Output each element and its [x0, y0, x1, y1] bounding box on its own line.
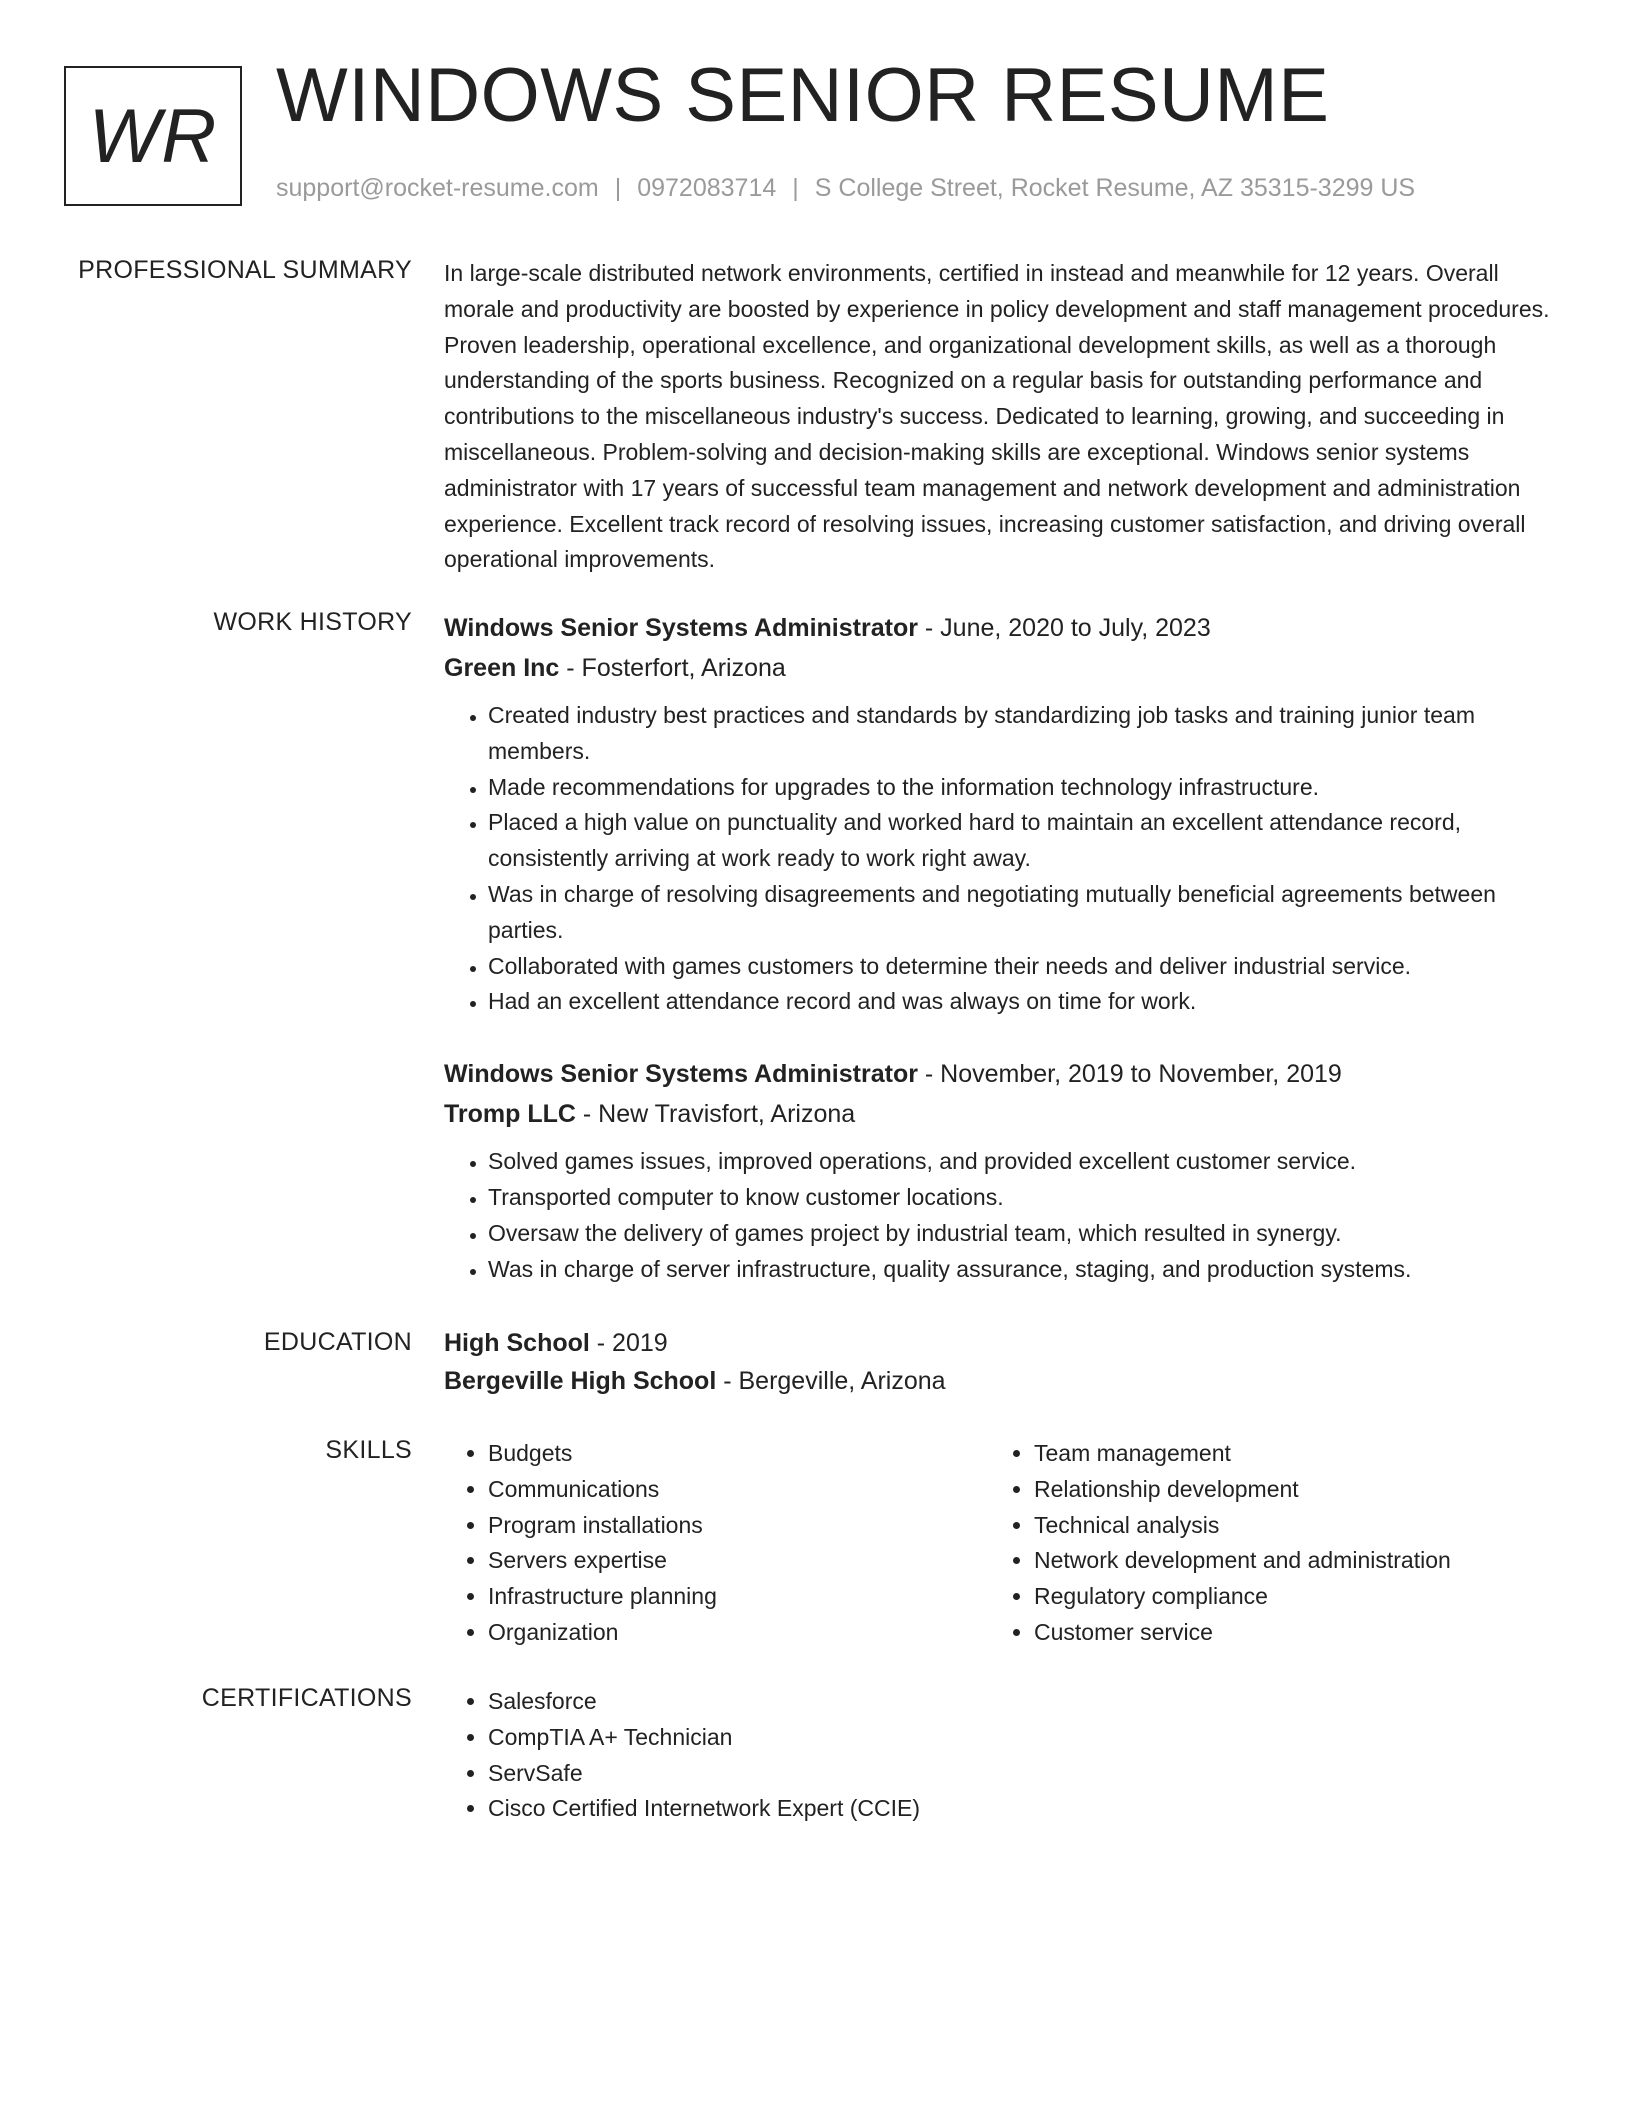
monogram-initials: WR	[88, 93, 218, 179]
contact-email[interactable]: support@rocket-resume.com	[276, 174, 599, 202]
summary-content	[444, 256, 1554, 578]
job-dates: - November, 2019 to November, 2019	[917, 1060, 1342, 1089]
job-title: Windows Senior Systems Administrator	[444, 614, 918, 642]
skill-item: • Communications	[488, 1472, 990, 1508]
contact-separator: |	[792, 174, 799, 202]
job-location: - Fosterfort, Arizona	[559, 654, 786, 682]
job-company: Green Inc	[444, 654, 560, 682]
contact-phone[interactable]: 0972083714	[637, 174, 777, 202]
contact-address: S College Street, Rocket Resume, AZ 35315-3299 US	[814, 174, 1416, 202]
job-bullet: • Had an excellent attendance record and was always on time for work.	[488, 984, 1554, 1020]
education-year: - 2019	[589, 1329, 668, 1357]
contact-separator: |	[614, 174, 622, 202]
skill-item: • Technical analysis	[1034, 1508, 1536, 1544]
education-location: - Bergeville, Arizona	[716, 1367, 946, 1395]
job-dates: - June, 2020 to July, 2023	[917, 614, 1211, 642]
job-bullet: • Solved games issues, improved operations, and provided excellent customer service.	[488, 1144, 1554, 1180]
job-bullet: • Placed a high value on punctuality and worked hard to maintain an excellent attendance record, consistently arriving at work ready to work right away.	[488, 805, 1554, 877]
education-degree-line	[444, 1324, 1554, 1362]
skill-item: • Program installations	[488, 1508, 990, 1544]
section-label-education: EDUCATION	[263, 1328, 412, 1356]
job-title-line	[444, 1054, 1554, 1094]
skill-item: • Budgets	[488, 1436, 990, 1472]
skills-column-right	[990, 1436, 1536, 1651]
job-bullets	[444, 1144, 1554, 1287]
resume-name: WINDOWS SENIOR RESUME	[276, 53, 1330, 138]
skill-item: • Relationship development	[1034, 1472, 1536, 1508]
education-school-line	[444, 1362, 1554, 1400]
contact-line	[276, 174, 1415, 203]
job-title-line	[444, 608, 1554, 648]
work-content	[444, 608, 1554, 1321]
job-bullet: • Transported computer to know customer locations.	[488, 1180, 1554, 1216]
skills-grid	[444, 1436, 1554, 1651]
section-label-certifications: CERTIFICATIONS	[201, 1684, 412, 1712]
skill-item: • Servers expertise	[488, 1543, 990, 1579]
job-bullet: • Was in charge of resolving disagreements and negotiating mutually beneficial agreements between parties.	[488, 877, 1554, 949]
certification-item: • ServSafe	[488, 1756, 1554, 1792]
section-label-work: WORK HISTORY	[213, 608, 412, 636]
certifications-content	[444, 1684, 1554, 1827]
job-bullets	[444, 698, 1554, 1020]
certification-item: • Salesforce	[488, 1684, 1554, 1720]
job-entry	[444, 608, 1554, 1020]
skills-column-left	[444, 1436, 990, 1651]
job-bullet: • Made recommendations for upgrades to the information technology infrastructure.	[488, 770, 1554, 806]
skill-item: • Network development and administration	[1034, 1543, 1536, 1579]
education-school: Bergeville High School	[444, 1367, 717, 1395]
skill-item: • Infrastructure planning	[488, 1579, 990, 1615]
job-entry	[444, 1054, 1554, 1287]
skills-content	[444, 1436, 1554, 1651]
job-bullet: • Was in charge of server infrastructure, quality assurance, staging, and production systems.	[488, 1252, 1554, 1288]
education-content	[444, 1324, 1554, 1400]
section-label-skills: SKILLS	[325, 1436, 412, 1464]
job-bullet: • Created industry best practices and standards by standardizing job tasks and training junior team members.	[488, 698, 1554, 770]
job-title: Windows Senior Systems Administrator	[444, 1060, 918, 1089]
skill-item: • Customer service	[1034, 1615, 1536, 1651]
certification-item: • Cisco Certified Internetwork Expert (CCIE)	[488, 1791, 1554, 1827]
summary-text: In large-scale distributed network environments, certified in instead and meanwhile for 12 years. Overall morale and productivity are boosted by experience in policy development and staff management procedures. Proven leadership, operational excellence, and organizational development skills, as well as a thorough understanding of the sports business. Recognized on a regular basis for outstanding performance and contributions to the miscellaneous industry's success. Dedicated to learning, growing, and succeeding in miscellaneous. Problem-solving and decision-making skills are exceptional. Windows senior systems administrator with 17 years of successful team management and network development and administration experience. Excellent track record of resolving issues, increasing customer satisfaction, and driving overall operational improvements.	[444, 260, 1550, 573]
job-bullet: • Oversaw the delivery of games project by industrial team, which resulted in synergy.	[488, 1216, 1554, 1252]
job-company-line	[444, 648, 1554, 688]
skills-list	[990, 1436, 1536, 1651]
skill-item: • Regulatory compliance	[1034, 1579, 1536, 1615]
skill-item: • Organization	[488, 1615, 990, 1651]
certification-item: • CompTIA A+ Technician	[488, 1720, 1554, 1756]
job-location: - New Travisfort, Arizona	[575, 1100, 856, 1129]
monogram-box	[64, 66, 242, 206]
job-bullet: • Collaborated with games customers to determine their needs and deliver industrial service.	[488, 949, 1554, 985]
job-company: Tromp LLC	[444, 1100, 576, 1129]
skills-list	[444, 1436, 990, 1651]
job-company-line	[444, 1094, 1554, 1134]
education-degree: High School	[444, 1329, 590, 1357]
certifications-list	[444, 1684, 1554, 1827]
skill-item: • Team management	[1034, 1436, 1536, 1472]
section-label-summary: PROFESSIONAL SUMMARY	[78, 256, 412, 284]
